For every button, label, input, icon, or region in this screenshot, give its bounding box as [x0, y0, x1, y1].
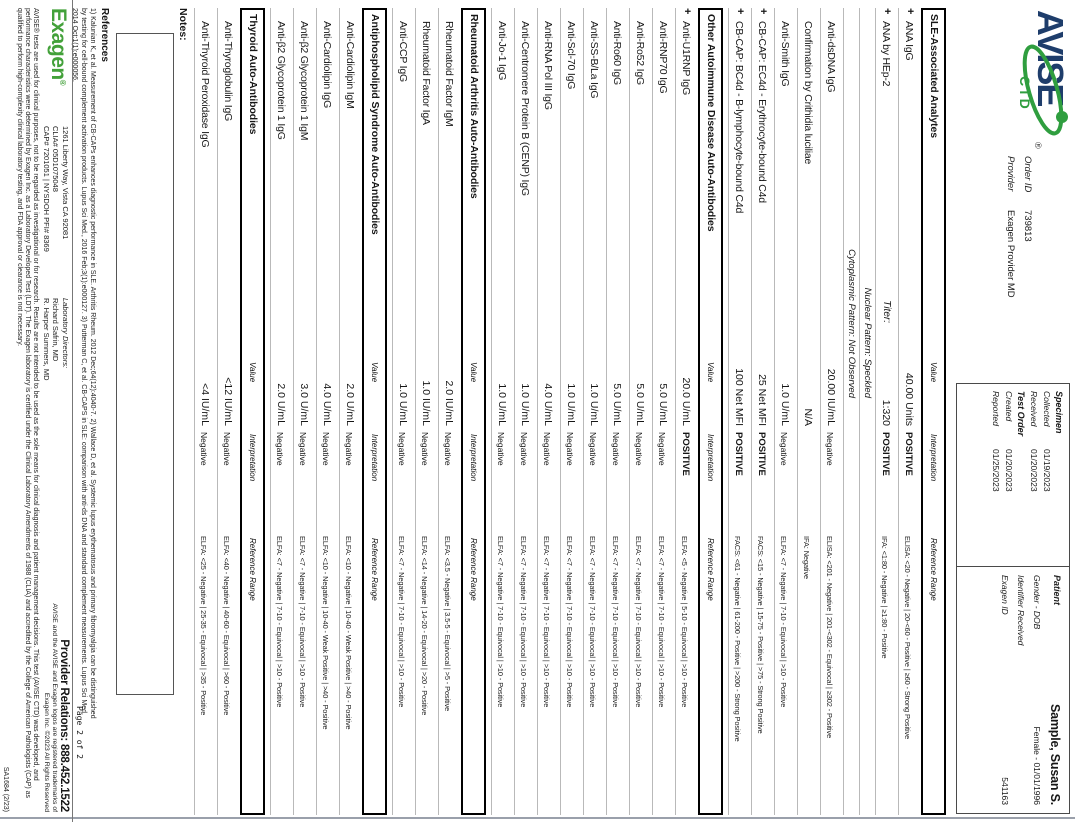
report-footer [1, 0, 73, 822]
form-code: SA1684 (2/23) [2, 766, 9, 812]
lab-address [42, 126, 71, 298]
section-rows [270, 8, 362, 815]
collected-row [1042, 391, 1052, 559]
column-header-interpretation: Interpretation [929, 434, 938, 482]
column-header-reference-range: Reference Range [469, 538, 478, 601]
order-id-value: 739813 [1022, 210, 1033, 242]
provider-value: Exagen Provider MD [1005, 210, 1016, 298]
column-header-reference-range: Reference Range [370, 538, 379, 601]
section-header [362, 8, 387, 815]
analyte-reference-range: ELFA: <7 - Negative | 7-10 - Equivocal | >10 - Positive [565, 536, 574, 708]
analyte-value: 40.00 Units [903, 372, 915, 426]
analyte-reference-range: ELFA: <7 - Negative | 7-10 - Equivocal | >10 - Positive [779, 536, 788, 708]
analyte-value: 4.0 U/mL [321, 383, 333, 426]
identifier-row [1016, 575, 1026, 805]
provider-label: Provider [1005, 156, 1016, 192]
analyte-reference-range: ELFA: <7 - Negative | 7-10 - Equivocal | >10 - Positive [657, 536, 666, 708]
analyte-reference-range: ELFA: <7 - Negative | 7-10 - Equivocal | >10 - Positive [611, 536, 620, 708]
analyte-row [293, 8, 316, 815]
gender-dob-label: Gender - DOB [1032, 575, 1042, 630]
received-row [1029, 391, 1039, 559]
avise-ctd-logo [991, 10, 1071, 160]
analyte-section [392, 8, 486, 815]
analyte-section [270, 8, 387, 815]
section-title: Thyroid Auto-Antibodies [247, 14, 259, 135]
analyte-value: 5.0 U/mL [657, 383, 669, 426]
analyte-value: 20.00 IU/mL [825, 368, 837, 426]
analyte-reference-range: ELFA: <10 - Negative | 10-40 - Weak Positive | >40 - Positive [321, 536, 330, 730]
analyte-value: 100 Net MFI [733, 368, 745, 426]
clia-line: CLIA# 05D1075048 [51, 126, 61, 192]
analyte-value: 1.0 U/mL [565, 383, 577, 426]
analyte-interpretation: Negative [420, 432, 430, 466]
analyte-interpretation: POSITIVE [880, 432, 891, 476]
references-section [70, 8, 110, 814]
analyte-interpretation: Negative [779, 432, 789, 466]
section-title: Antiphospholipid Syndrome Auto-Antibodies [369, 14, 381, 235]
analyte-interpretation: Negative [588, 432, 598, 466]
exagen-id-row [1000, 575, 1010, 805]
analyte-name: Anti-RNP70 IgG [657, 21, 669, 94]
analyte-interpretation: POSITIVE [680, 432, 691, 476]
analyte-name: CB-CAP: EC4d - Erythrocyte-bound C4d [756, 21, 768, 203]
column-header-reference-range: Reference Range [706, 538, 715, 601]
reported-row [991, 391, 1001, 559]
section-title: Rheumatoid Arthritis Auto-Antibodies [468, 14, 480, 199]
section-rows [491, 8, 698, 815]
created-label: Created [1004, 391, 1014, 422]
analyte-row [392, 8, 415, 815]
analyte-reference-range: ELFA: <7 - Negative | 7-10 - Equivocal | >10 - Positive [542, 536, 551, 708]
exagen-wordmark: Exagen [47, 8, 70, 80]
gender-dob-value: Female - 01/01/1996 [1032, 726, 1042, 805]
section-rows [194, 8, 240, 815]
notes-box [116, 33, 174, 695]
analyte-row [751, 8, 774, 815]
analyte-row [728, 8, 751, 815]
analyte-name: Anti-β2 Glycoprotein 1 IgM [298, 21, 310, 141]
analyte-row [629, 8, 652, 815]
analyte-reference-range: FACS: <61 - Negative | 61-200 - Positive | >200 - Strong Positive [733, 536, 742, 742]
patient-name: Sample, Susan S. [1048, 703, 1062, 805]
section-rows [392, 8, 461, 815]
analyte-value: N/A [802, 408, 814, 426]
analyte-name: Anti-U1RNP IgG [680, 21, 692, 96]
received-date: 01/20/2023 [1029, 449, 1039, 492]
section-title: SLE-Associated Analytes [928, 14, 940, 138]
identifier-label: Identifier Received [1016, 575, 1026, 646]
analyte-interpretation: Negative [565, 432, 575, 466]
column-header-value: Value [929, 362, 938, 383]
analyte-row [774, 8, 797, 815]
pattern-note: Cytoplasmic Pattern: Not Observed [846, 249, 857, 398]
patient-label: Patient [1052, 575, 1062, 606]
analyte-row [898, 8, 921, 815]
analyte-row [491, 8, 514, 815]
analyte-name: Anti-Centromere Protein B (CENP) IgG [519, 21, 531, 196]
analyte-interpretation: Negative [519, 432, 529, 466]
notes-section [116, 8, 189, 814]
exagen-id-value: 541163 [1000, 777, 1010, 805]
analyte-value: 1.0 U/mL [519, 383, 531, 426]
analyte-name: Anti-Thyroglobulin IgG [222, 21, 234, 122]
analyte-value: 1:320 [880, 399, 892, 426]
analyte-reference-range: ELFA: <25 - Negative | 25-35 - Equivocal | >35 - Positive [199, 536, 208, 716]
analyte-value: 5.0 U/mL [611, 383, 623, 426]
column-header-interpretation: Interpretation [370, 434, 379, 482]
specimen-heading: Specimen [1054, 391, 1064, 434]
report-header [951, 0, 1075, 822]
provider-row [1005, 156, 1016, 298]
analyte-name: Anti-Scl-70 IgG [565, 21, 577, 90]
section-header [921, 8, 946, 815]
analyte-interpretation: Negative [298, 432, 308, 466]
analyte-row [537, 8, 560, 815]
analyte-name: ANA IgG [903, 21, 915, 61]
analyte-value: 1.0 U/mL [779, 383, 791, 426]
exagen-registered-mark: ® [58, 79, 67, 86]
analyte-value: 20.0 U/mL [680, 377, 692, 426]
analyte-interpretation: Negative [657, 432, 667, 466]
registered-mark: ® [1033, 142, 1043, 149]
column-header-value: Value [370, 362, 379, 383]
section-header [461, 8, 486, 815]
analyte-value: 1.0 U/mL [397, 383, 409, 426]
analyte-row [675, 8, 698, 815]
cap-line: CAP# 7201051 | NYSDOH PFI# 8369 [42, 126, 51, 252]
director-name: R. Harper Summers, MD [42, 298, 51, 381]
positive-marker: + [734, 8, 746, 15]
analyte-interpretation: POSITIVE [903, 432, 914, 476]
collected-label: Collected [1042, 391, 1052, 427]
footer-row [42, 8, 71, 812]
exagen-id-label: Exagen ID [1000, 575, 1010, 615]
analyte-value: 2.0 U/mL [344, 383, 356, 426]
section-title: Other Autoimmune Disease Auto-Antibodies [705, 14, 717, 232]
analyte-value: 25 Net MFI [756, 374, 768, 426]
analyte-name: Anti-Ro52 IgG [634, 21, 646, 85]
analyte-row [415, 8, 438, 815]
analyte-row [875, 8, 898, 815]
analyte-name: Anti-Cardiolipin IgM [344, 21, 356, 109]
analyte-reference-range: ELFA: <7 - Negative | 7-10 - Equivocal | >10 - Positive [298, 536, 307, 708]
patient-name-row [1048, 575, 1062, 805]
positive-marker: + [757, 8, 769, 15]
collected-date: 01/19/2023 [1042, 449, 1052, 492]
analyte-row [583, 8, 606, 815]
analyte-interpretation: Negative [825, 432, 835, 466]
analyte-row [514, 8, 537, 815]
analyte-reference-range: ELISA: <201 - Negative | 201-<302 - Equivocal | ≥302 - Positive [825, 536, 834, 739]
analyte-interpretation: Negative [321, 432, 331, 466]
analyte-name: Anti-Thyroid Peroxidase IgG [199, 21, 211, 148]
analyte-reference-range: ELFA: <5 - Negative | 5-10 - Equivocal | >10 - Positive [680, 536, 689, 708]
analyte-reference-range: ELFA: <40 - Negative | 40-60 - Equivocal | >60 - Positive [222, 536, 231, 716]
analyte-name: CB-CAP: BC4d - B-lymphocyte-bound C4d [733, 21, 745, 214]
analyte-interpretation: Negative [199, 432, 209, 466]
analyte-name: Anti-Ro60 IgG [611, 21, 623, 85]
section-header [240, 8, 265, 815]
analyte-value: 2.0 U/mL [275, 383, 287, 426]
analyte-reference-range: ELFA: <14 - Negative | 14-20 - Equivocal | >20 - Positive [420, 536, 429, 716]
analyte-value: 4.0 U/mL [542, 383, 554, 426]
analyte-interpretation: Negative [611, 432, 621, 466]
analyte-name: Rheumatoid Factor IgA [420, 21, 432, 125]
analyte-interpretation: Negative [634, 432, 644, 466]
analyte-row [438, 8, 461, 815]
analyte-name: Anti-RNA Pol III IgG [542, 21, 554, 110]
provider-relations [42, 448, 70, 812]
analyte-section [194, 8, 265, 815]
analyte-value: 5.0 U/mL [634, 383, 646, 426]
analyte-reference-range: ELFA: <7 - Negative | 7-10 - Equivocal | >10 - Positive [588, 536, 597, 708]
analyte-interpretation: Negative [344, 432, 354, 466]
pattern-note: Nuclear Pattern: Speckled [862, 287, 873, 398]
column-header-interpretation: Interpretation [706, 434, 715, 482]
analyte-reference-range: ELFA: <7 - Negative | 7-10 - Equivocal | >10 - Positive [519, 536, 528, 708]
references-text: 1) Kalunian K, et al. Measurement of CB-CAPs enhances diagnostic performance in SLE. Arthritis Rheum. 2012 Dec;64(12):4040-7. 2) Wallace D, et al. Systemic lupus erythematosus and primary fibromyalgia can be distinguished by testing for cell-bound complement activation products. Lupus Sci Med., 2016 Feb;3(1):e000127. 3) Putterman C, et al. CB-CAPS in SLE: comparison with anti-ds DNA and standard complement measurements. Lupus Sci Med. 2014 Oct;1(1):e000056. [71, 8, 96, 719]
positive-marker: + [681, 8, 693, 15]
analyte-section [728, 8, 946, 815]
analyte-value: 3.0 U/mL [298, 383, 310, 426]
received-label: Received [1029, 391, 1039, 427]
analyte-value: 2.0 IU/mL [443, 380, 455, 426]
analyte-row [606, 8, 629, 815]
trademark-line: AVISE and the AVISE and Exagen logos are registered trademarks of [51, 603, 58, 812]
analyte-section [491, 8, 723, 815]
test-order-heading: Test Order [1016, 391, 1026, 437]
analyte-value: <4 IU/mL [199, 383, 211, 426]
analyte-row [217, 8, 240, 815]
order-id-row [1022, 156, 1033, 298]
analyte-row [820, 8, 843, 815]
analyte-reference-range: ELFA: <7 - Negative | 7-10 - Equivocal | >10 - Positive [496, 536, 505, 708]
analyte-name: Confirmation by Crithidia luciliae [802, 21, 814, 165]
copyright-line: Exagen Inc. ©2023 All Rights Reserved [43, 692, 50, 812]
pattern-note-row [859, 8, 875, 815]
notes-label: Notes: [177, 8, 189, 41]
created-row [1004, 391, 1014, 559]
analyte-value: 1.0 U/mL [496, 383, 508, 426]
order-id-label: Order ID [1022, 156, 1033, 193]
disclaimer-text: AVISE® tests are used for clinical purposes, not to be regarded as investigational or for research. Results are not intended to be used as the sole means for clinical diagnosis and patient management decisions. This test (AVISE CTD) was developed, and performance characteristics were determined by Exagen Inc. as a Laboratory Developed Test (LDT). The Exagen laboratory is certified under the Clinical Laboratory Amendments of 1988 (CLIA) and accredited by the College of American Pathologists (CAP) as qualified to perform high-complexity clinical laboratory testing, and FDA approval or clearance is not necessary. [16, 8, 40, 798]
lab-directors [42, 298, 71, 448]
analyte-interpretation: Negative [222, 432, 232, 466]
analyte-interpretation: Negative [542, 432, 552, 466]
analyte-row [194, 8, 217, 815]
reported-label: Reported [991, 391, 1001, 426]
references-title: References [99, 8, 110, 62]
analyte-reference-range: IFA: <1:80 - Negative | ≥1:80 - Positive [880, 536, 889, 659]
positive-marker: + [881, 8, 893, 15]
analyte-name: Anti-SS-B/La IgG [588, 21, 600, 99]
order-info [999, 156, 1033, 298]
section-header [698, 8, 723, 815]
analyte-interpretation: Negative [397, 432, 407, 466]
reported-date: 01/25/2023 [991, 449, 1001, 492]
analyte-name: ANA by HEp-2 [880, 21, 892, 87]
patient-box [956, 567, 1070, 814]
analyte-name: Rheumatoid Factor IgM [443, 21, 455, 127]
column-header-interpretation: Interpretation [469, 434, 478, 482]
page-edge-line [0, 817, 1075, 819]
analyte-value: <12 IU/mL [222, 377, 234, 426]
section-rows [728, 8, 921, 815]
created-date: 01/20/2023 [1004, 449, 1014, 492]
analyte-reference-range: IFA: Negative [802, 536, 811, 580]
analyte-reference-range: ELISA: <20 - Negative | 20-<60 - Positive | ≥60 - Strong Positive [903, 536, 912, 740]
analyte-name: Anti-Cardiolipin IgG [321, 21, 333, 109]
director-name: Richard Safrin, MD [51, 298, 61, 362]
analyte-reference-range: ELFA: <10 - Negative | 10-40 - Weak Positive | >40 - Positive [344, 536, 353, 730]
analyte-row [652, 8, 675, 815]
column-header-interpretation: Interpretation [248, 434, 257, 482]
analyte-value: 1.0 U/mL [588, 383, 600, 426]
column-header-value: Value [469, 362, 478, 383]
analyte-row [339, 8, 362, 815]
gender-dob-row [1032, 575, 1042, 805]
analyte-row [797, 8, 820, 815]
analyte-name: Anti-Jo-1 IgG [496, 21, 508, 81]
analyte-reference-range: FACS: <15 - Negative | 15-75 - Positive | >75 - Strong Positive [756, 536, 765, 734]
analyte-row [270, 8, 293, 815]
analyte-name: Anti-Smith IgG [779, 21, 791, 87]
column-header-value: Value [248, 362, 257, 383]
exagen-logo [46, 8, 70, 126]
analyte-interpretation: Negative [496, 432, 506, 466]
analyte-reference-range: ELFA: <7 - Negative | 7-10 - Equivocal | >10 - Positive [634, 536, 643, 708]
analyte-interpretation: Negative [443, 432, 453, 466]
analyte-value: 1.0 IU/mL [420, 380, 432, 426]
ctd-wordmark: CTD [1017, 76, 1033, 111]
analyte-reference-range: ELFA: <3.5 - Negative | 3.5-5 - Equivocal | >5 - Positive [443, 536, 452, 712]
address-line: 1261 Liberty Way, Vista CA 92081 [61, 126, 70, 240]
analyte-reference-range: ELFA: <7 - Negative | 7-10 - Equivocal | >10 - Positive [397, 536, 406, 708]
positive-marker: + [904, 8, 916, 15]
analyte-row [560, 8, 583, 815]
titer-label: Titer: [881, 300, 892, 323]
avise-wordmark: AVISE [1030, 10, 1071, 106]
analyte-interpretation: POSITIVE [733, 432, 744, 476]
pattern-note-row [843, 8, 859, 815]
analyte-interpretation: POSITIVE [756, 432, 767, 476]
specimen-test-order-box [956, 383, 1070, 567]
analyte-name: Anti-β2 Glycoprotein 1 IgG [275, 21, 287, 140]
analyte-row [316, 8, 339, 815]
directors-label: Laboratory Directors: [61, 298, 70, 369]
page-number: Page 2 of 2 [75, 706, 84, 759]
column-header-reference-range: Reference Range [248, 538, 257, 601]
analyte-interpretation: Negative [275, 432, 285, 466]
analyte-reference-range: ELFA: <7 - Negative | 7-10 - Equivocal | >10 - Positive [275, 536, 284, 708]
analyte-name: Anti-dsDNA IgG [825, 21, 837, 93]
column-header-reference-range: Reference Range [929, 538, 938, 601]
column-header-value: Value [706, 362, 715, 383]
provider-relations-phone: Provider Relations: 888.452.1522 [58, 639, 70, 812]
analyte-tables [194, 8, 946, 815]
analyte-name: Anti-CCP IgG [397, 21, 409, 83]
